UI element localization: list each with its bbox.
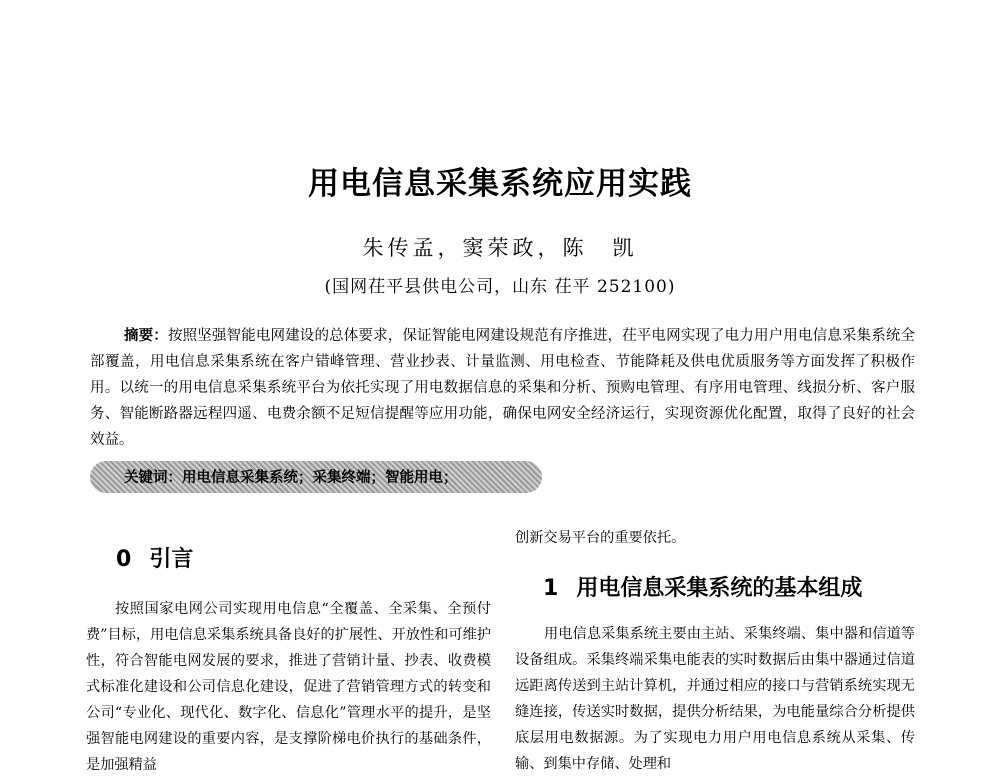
keywords: 关键词：用电信息采集系统；采集终端；智能用电； (124, 470, 458, 486)
abstract-label: 摘要： (124, 328, 168, 344)
affiliation: (国网茌平县供电公司，山东 茌平 252100) (324, 277, 676, 297)
continued-text: 创新交易平台的重要依托。 (515, 530, 686, 546)
abstract (90, 323, 915, 453)
section-0-heading (116, 542, 193, 573)
section-0-body: 按照国家电网公司实现用电信息“全覆盖、全采集、全预付费”目标，用电信息采集系统具备良好的扩展性、开放性和可维护性，符合智能电网发展的要求，推进了营销计量、抄表、收费模式标准化建设和公司信息化建设，促进了营销管理方式的转变和公司“专业化、现代化、数字化、信息化”管理水平的提升，是坚强智能电网建设的重要内容，是支撑阶梯电价执行的基础条件，是加强精益 (86, 601, 491, 773)
section-0-number: 0 (116, 547, 132, 572)
section-1-body: 用电信息采集系统主要由主站、采集终端、集中器和信道等设备组成。采集终端采集电能表的实时数据后由集中器通过信道远距离传送到主站计算机，并通过相应的接口与营销系统实现无缝连接，传送实时数据，提供分析结果，为电能量综合分析提供底层用电数据源。为了实现电力用户用电信息系统从采集、传输、到集中存储、处理和 (515, 626, 915, 772)
section-1-title: 用电信息采集系统的基本组成 (576, 576, 863, 601)
abstract-text: 按照坚强智能电网建设的总体要求，保证智能电网建设规范有序推进，茌平电网实现了电力用户用电信息采集系统全部覆盖，用电信息采集系统在客户错峰管理、营业抄表、计量监测、用电检查、节能降耗及供电优质服务等方面发挥了积极作用。以统一的用电信息采集系统平台为依托实现了用电数据信息的采集和分析、预购电管理、有序用电管理、线损分析、客户服务、智能断路器远程四遥、电费余额不足短信提醒等应用功能，确保电网安全经济运行，实现资源优化配置，取得了良好的社会效益。 (90, 328, 915, 448)
section-1-heading (543, 571, 862, 602)
section-1-number: 1 (543, 576, 559, 601)
section-0-title: 引言 (149, 547, 194, 572)
paper-title: 用电信息采集系统应用实践 (308, 166, 692, 202)
authors: 朱传孟，窦荣政，陈 凯 (362, 236, 638, 260)
